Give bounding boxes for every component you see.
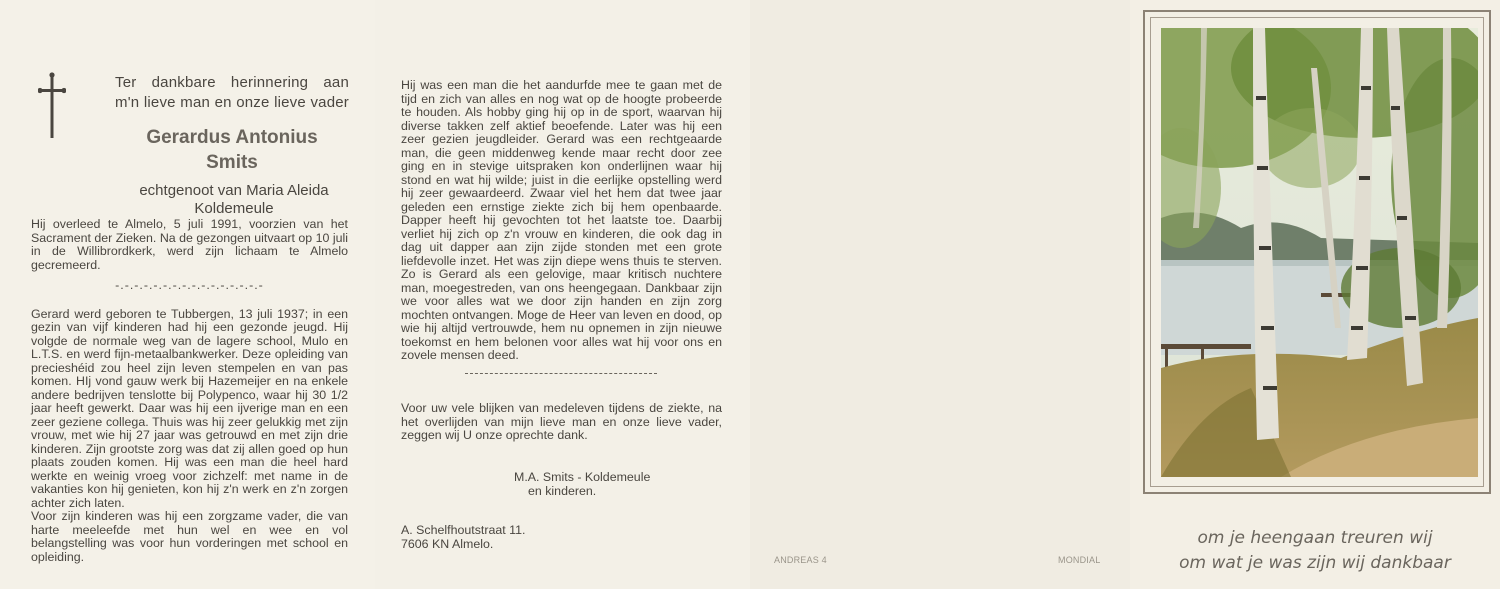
printer-mark-left: ANDREAS 4 xyxy=(774,555,827,565)
biography-paragraph: Gerard werd geboren te Tubbergen, 13 juli 1937; in een gezin van vijf kinderen had hij een gezonde jeugd. Hij volgde de normale weg van de lagere school, Mulo en L.T.S. en werd fijn-metaalbankwerker. Deze opleiding van precieshéid zou heel zijn leven stempelen en van pas komen. HIj vond gauw werk bij Hazemeijer en na enkele andere bedrijven tenslotte bij Polypenco, waar hij 30 1/2 jaar heeft gewerkt. Daar was hij een ijverige man en een zeer geziene collega. Thuis was hij zeer gelukkig met zijn vrouw, met wie hij 27 jaar was getrouwd en met zijn drie kinderen. Zijn grootste zorg was dat zij allen goed op hun plaats zouden komen. Hij was een man die heel hard werkte en weinig vroeg voor zichzelf: met name in de vakanties kon hij genieten, kon hij z'n werk en z'n zorgen achter zich laten. xyxy=(31,306,348,510)
card-panel-tribute xyxy=(375,0,750,589)
biography-paragraph: Voor zijn kinderen was hij een zorgzame vader, die van harte meeleefde met hun wel en wee en vol belangstelling was voor hun vorderingen met school en opleiding. xyxy=(31,509,348,564)
tribute-paragraph: Hij was een man die het aandurfde mee te gaan met de tijd en zich van alles en nog wat op de hoogte probeerde te houden. Als hobby ging hij op in de sport, waarvan hij diverse takken zelf aktief beoefende. Later was hij een zeer gezien jeugdleider. Gerard was een rechtgeaarde man, die geen middenweg kende maar recht door zee ging en in stevige uitspraken kon onderlijnen waar hij stond en wat hij wilde; juist in die eerlijke opstelling werd hij zeer gewaardeerd. Zwaar viel het hem dat twee jaar geleden een ernstige ziekte zich bij hem openbaarde. Dapper heeft hij gevochten tot het laatste toe. Daarbij verliet hij zich op z'n vrouw en kinderen, die ook dag in dag uit dapper aan zijn zijde stonden met een grote liefdevolle inzet. Het was zijn diepe wens thuis te sterven. Zo is Gerard als een gelovige, maar kritisch nuchtere man, moegestreden, van ons heengegaan. Dankbaar zijn we voor alles wat we door zijn handen en zijn zorg mochten ontvangen. Moge de Heer van leven en dood, op wie hij altijd vertrouwde, hem nu opnemen in zijn nieuwe toekomst en hem belonen voor alles wat hij voor ons en zovele mensen deed. xyxy=(401,78,722,362)
address-street: A. Schelfhoutstraat 11. xyxy=(401,523,526,537)
spouse-line: echtgenoot van Maria Aleida xyxy=(139,182,329,199)
signature xyxy=(514,470,650,498)
verse-line: om wat je was zijn wij dankbaar xyxy=(1179,553,1451,573)
card-panel-cover xyxy=(1130,0,1500,589)
signature-name: M.A. Smits - Koldemeule xyxy=(514,470,651,484)
card-panel-back xyxy=(750,0,1130,589)
deceased-given-names: Gerardus Antonius xyxy=(146,127,318,148)
dedication-line: m'n lieve man en onze lieve vader xyxy=(115,94,349,111)
address xyxy=(401,523,525,551)
biography-text xyxy=(31,218,348,564)
deceased-name xyxy=(110,125,354,175)
dedication-text xyxy=(115,73,349,113)
separator: -.-.-.-.-.-.-.-.-.-.-.-.-.-.-.- xyxy=(115,278,264,292)
deceased-surname: Smits xyxy=(206,152,258,173)
address-city: 7606 KN Almelo. xyxy=(401,537,494,551)
birch-lake-photo xyxy=(1161,28,1478,477)
death-notice-paragraph: Hij overleed te Almelo, 5 juli 1991, voorzien van het Sacrament der Zieken. Na de gezongen uitvaart op 10 juli in de Willibrordkerk, werd zijn lichaam te Almelo gecremeerd. xyxy=(31,217,348,272)
spouse-info xyxy=(118,182,350,218)
cross-icon xyxy=(38,72,66,140)
signature-children: en kinderen. xyxy=(528,484,597,498)
thanks-paragraph: Voor uw vele blijken van medeleven tijdens de ziekte, na het overlijden van mijn lieve man en onze lieve vader, zeggen wij U onze oprechte dank. xyxy=(401,401,722,442)
separator-line xyxy=(465,373,657,374)
verse-line: om je heengaan treuren wij xyxy=(1197,528,1433,548)
printer-mark-right: MONDIAL xyxy=(1058,555,1101,565)
card-panel-obituary xyxy=(0,0,375,589)
dedication-line: Ter dankbare herinnering aan xyxy=(115,74,349,91)
spouse-surname: Koldemeule xyxy=(194,200,274,217)
memorial-verse xyxy=(1150,526,1480,576)
